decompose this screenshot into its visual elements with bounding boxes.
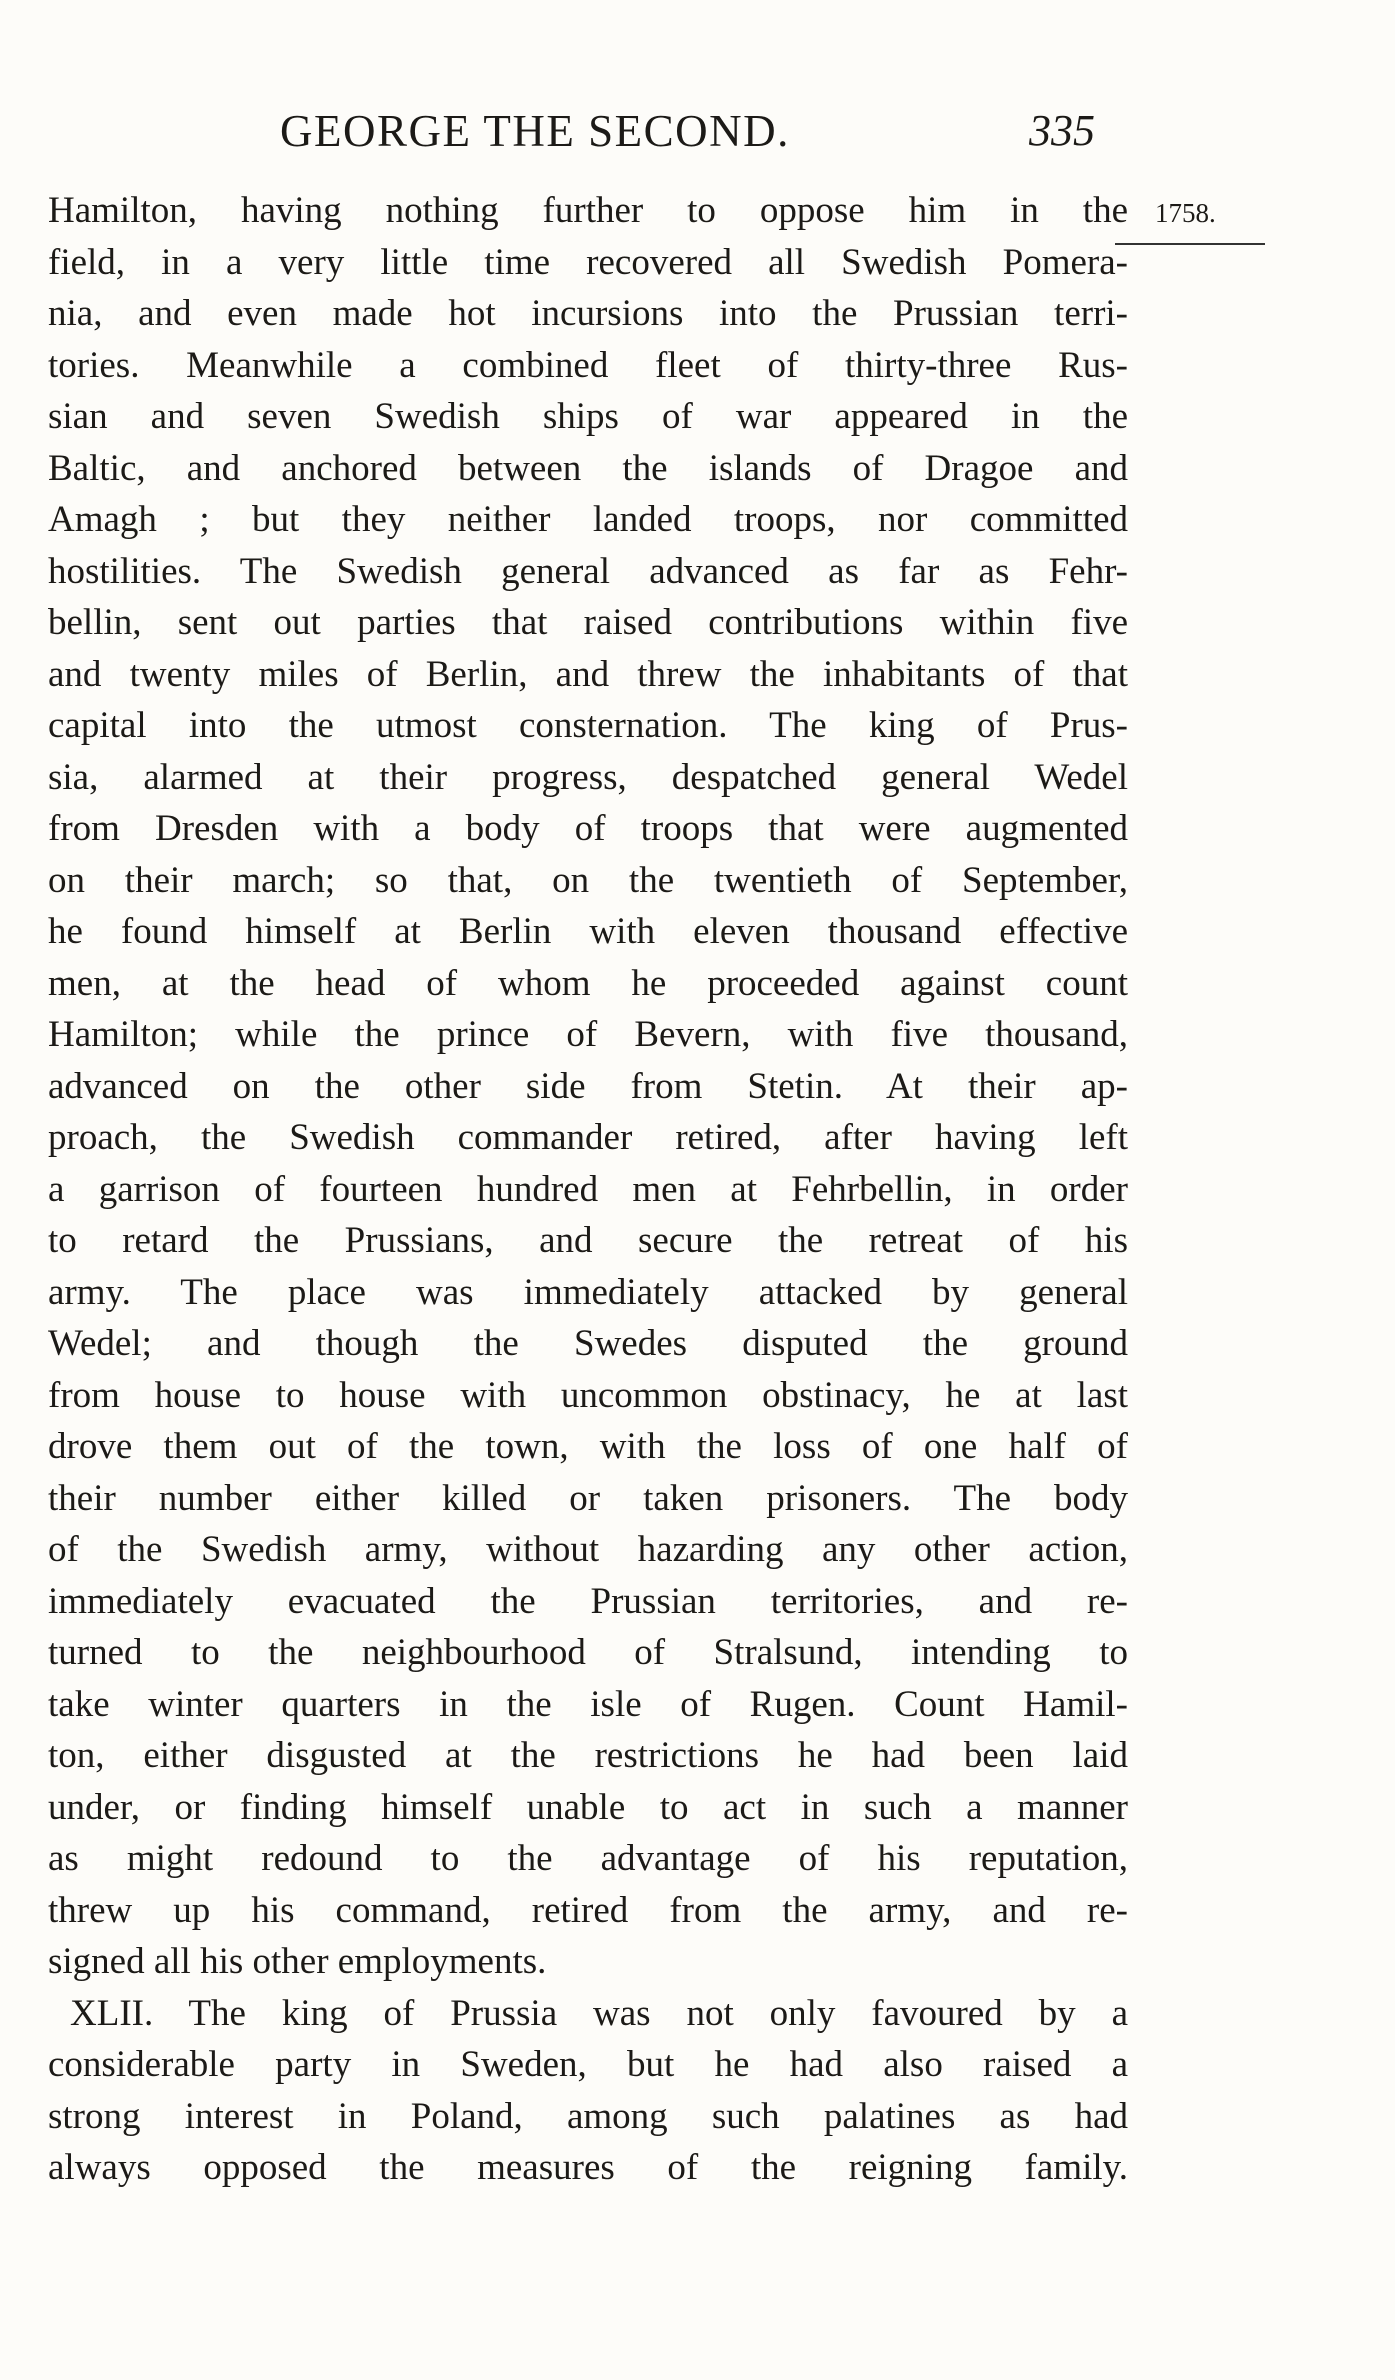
- text-line: always opposed the measures of the reigning family.: [48, 2147, 1128, 2188]
- page-header: [280, 105, 1095, 165]
- text-line: tories. Meanwhile a combined fleet of thirty-three Rus-: [48, 344, 1128, 386]
- paragraph-1: [48, 185, 1128, 1988]
- paragraph-2: [48, 1988, 1128, 2194]
- text-line: considerable party in Sweden, but he had also raised a: [48, 2044, 1128, 2085]
- text-line: turned to the neighbourhood of Stralsund, intending to: [48, 1632, 1128, 1673]
- body-text: [48, 185, 1128, 2194]
- text-line: proach, the Swedish commander retired, after having left: [48, 1117, 1128, 1158]
- text-line: hostilities. The Swedish general advanced as far as Fehr-: [48, 550, 1128, 592]
- text-line: he found himself at Berlin with eleven thousand effective: [48, 911, 1128, 952]
- text-line: on their march; so that, on the twentieth of September,: [48, 859, 1128, 901]
- text-line: and twenty miles of Berlin, and threw the inhabitants of that: [48, 653, 1128, 695]
- text-line: signed all his other employments.: [48, 1941, 547, 1982]
- margin-rule: [1115, 243, 1265, 245]
- text-line: from house to house with uncommon obstinacy, he at last: [48, 1374, 1128, 1416]
- text-line: drove them out of the town, with the loss of one half of: [48, 1426, 1128, 1467]
- margin-year: 1758.: [1155, 198, 1216, 228]
- text-line: from Dresden with a body of troops that were augmented: [48, 808, 1128, 849]
- text-line: sia, alarmed at their progress, despatched general Wedel: [48, 756, 1128, 798]
- text-line: advanced on the other side from Stetin. At their ap-: [48, 1065, 1128, 1107]
- text-line: men, at the head of whom he proceeded against count: [48, 962, 1128, 1004]
- text-line: their number either killed or taken prisoners. The body: [48, 1477, 1128, 1519]
- text-line: ton, either disgusted at the restrictions he had been laid: [48, 1735, 1128, 1776]
- text-line: field, in a very little time recovered all Swedish Pomera-: [48, 241, 1128, 283]
- text-line: as might redound to the advantage of his reputation,: [48, 1838, 1128, 1879]
- text-line: immediately evacuated the Prussian territories, and re-: [48, 1580, 1128, 1622]
- text-line: Hamilton, having nothing further to oppose him in the: [48, 190, 1128, 231]
- text-line: strong interest in Poland, among such palatines as had: [48, 2095, 1128, 2137]
- text-line: Hamilton; while the prince of Bevern, with five thousand,: [48, 1014, 1128, 1055]
- page-number: 335: [1029, 106, 1095, 155]
- text-line: bellin, sent out parties that raised contributions within five: [48, 602, 1128, 643]
- text-line: under, or finding himself unable to act in such a manner: [48, 1786, 1128, 1828]
- text-line: army. The place was immediately attacked by general: [48, 1271, 1128, 1313]
- text-line: nia, and even made hot incursions into the Prussian terri-: [48, 293, 1128, 334]
- text-line: capital into the utmost consternation. The king of Prus-: [48, 705, 1128, 746]
- text-line: a garrison of fourteen hundred men at Fehrbellin, in order: [48, 1168, 1128, 1210]
- text-line: take winter quarters in the isle of Rugen. Count Hamil-: [48, 1683, 1128, 1725]
- text-line: XLII. The king of Prussia was not only favoured by a: [70, 1992, 1128, 2034]
- text-line: Amagh ; but they neither landed troops, nor committed: [48, 499, 1128, 540]
- running-title: GEORGE THE SECOND.: [280, 106, 790, 156]
- text-line: threw up his command, retired from the army, and re-: [48, 1889, 1128, 1931]
- text-line: Baltic, and anchored between the islands of Dragoe and: [48, 447, 1128, 489]
- text-line: of the Swedish army, without hazarding any other action,: [48, 1529, 1128, 1570]
- text-line: sian and seven Swedish ships of war appeared in the: [48, 396, 1128, 437]
- text-line: Wedel; and though the Swedes disputed the ground: [48, 1323, 1128, 1364]
- text-line: to retard the Prussians, and secure the retreat of his: [48, 1220, 1128, 1261]
